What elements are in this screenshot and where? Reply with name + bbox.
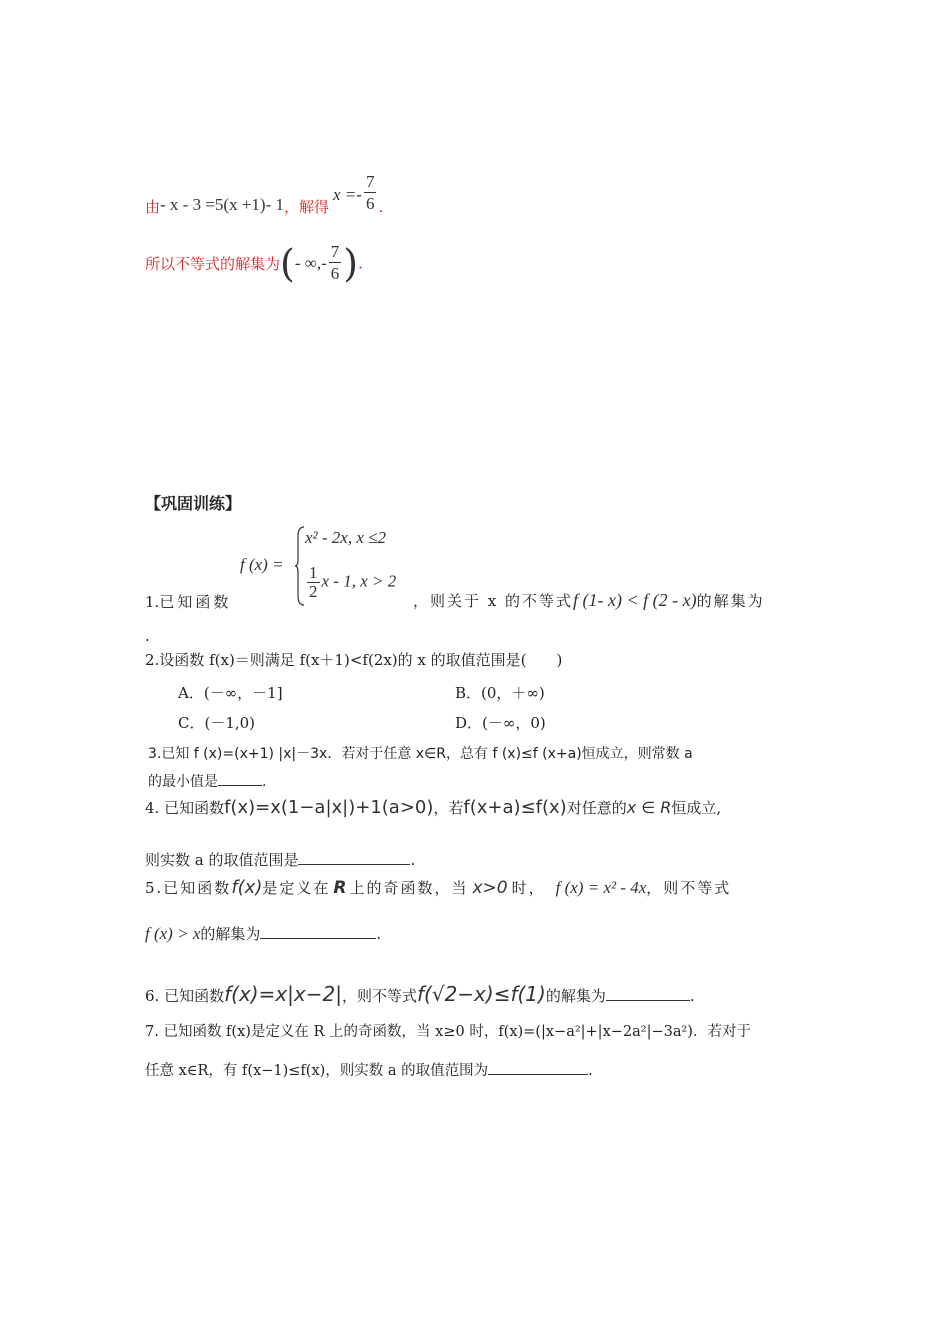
p5-line-1 [145,878,731,898]
fraction-denominator: 6 [365,194,375,213]
solution-mid-text: ，解得 [284,197,330,216]
p5-text-b: 是定义在 [262,879,331,897]
p3-text: 的最小值是 [148,774,218,790]
solution-prefix: 由 [145,197,161,216]
interval-fraction [329,242,342,285]
p7-line-1: 7. 已知函数 f(x)是定义在 R 上的奇函数，当 x≥0 时，f(x)=(|x−a²|+|x−2a²|−3a²)．若对于 [145,1024,751,1040]
p5-solution-text: 的解集为 [200,925,261,943]
solution-end: . [378,197,384,216]
p1-end: . [145,627,150,645]
p5-line-2: f (x) > x的解集为 . [145,924,382,943]
p2-option-d: D．(－∞，0) [455,714,546,732]
p1-line [145,592,231,612]
solution-x-equals: x =- [333,184,362,204]
solution-equation: - x - 3 =5(x +1)- 1 [160,194,284,214]
p2-option-b: B．(0，＋∞) [455,684,545,702]
p6-text-b: ，则不等式 [341,987,417,1005]
p1-inequality: f (1- x) < f (2 - x) [573,590,697,610]
p1-case-1: x² - 2x, x ≤2 [305,528,386,547]
answer-blank [260,924,376,939]
p2-option-a: A．(－∞，－1] [178,684,283,702]
fraction-numerator: 7 [330,242,340,261]
p1-text-c: 的解集为 [696,592,765,610]
p4-text-b: ，若 [433,799,464,817]
p5-text-d: 时， [511,879,546,897]
fraction-numerator: 1 [309,563,318,582]
fraction-denominator: 2 [309,582,318,601]
p5-definition: f (x) = x² - 4x [555,878,647,897]
p6-inequality: f(√2−x)≤f(1) [416,982,546,1006]
left-paren: ( [280,241,295,286]
solution-set-prefix: 所以不等式的解集为 [145,254,281,273]
p2-option-c: C．(－1,0) [178,714,256,732]
p7-line-2: 任意 x∈R，有 f(x−1)≤f(x)，则实数 a 的取值范围为 . [145,1060,593,1081]
p1-number: 1. [145,593,160,611]
solution-line-1 [145,172,383,222]
p5-text-e: ，则不等式 [646,879,732,897]
p6-text-c: 的解集为 [545,987,606,1005]
p4-range-text: 则实数 a 的取值范围是 [145,851,299,869]
section-title: 【巩固训练】 [145,494,242,513]
p5-text-a: 5.已知函数 [145,879,232,897]
p4-condition: f(x+a)≤f(x) [463,797,567,818]
p2-question: 2.设函数 f(x)＝则满足 f(x＋1)<f(2x)的 x 的取值范围是( ) [145,651,563,669]
p4-line-1 [145,798,721,818]
answer-blank [218,771,262,786]
p4-domain: x ∈ R [626,798,672,817]
fraction-numerator: 7 [365,172,375,191]
p5-fx: f(x) [231,877,263,898]
p1-line-cont [413,590,765,611]
answer-blank [488,1060,588,1075]
right-paren: ) [343,241,359,286]
interval-text: - ∞,- [294,253,327,273]
p1-text-b: ，则关于 x 的不等式 [413,592,573,610]
p4-function: f(x)=x(1−a|x|)+1(a>0) [224,797,434,818]
fraction-denominator: 6 [330,264,340,283]
solution-fraction [364,172,377,215]
p3-line-1: 3.已知 f (x)=(x+1) |x|－3x．若对于任意 x∈R，总有 f (x)≤f (x+a)恒成立，则常数 a [148,746,693,762]
p1-half-fraction [307,564,320,601]
p4-line-2: 则实数 a 的取值范围是 . [145,851,416,869]
p1-text-a: 已知函数 [159,593,232,611]
p6-text-a: 6. 已知函数 [145,987,225,1005]
p1-function-label: f (x) = [240,555,284,574]
answer-blank [606,986,690,1001]
p1-case-2-rest: x - 1, x > 2 [321,571,397,591]
p1-case-2 [305,564,396,601]
p5-condition: x>0 [472,878,508,898]
answer-blank [298,850,410,865]
p4-text-d: 恒成立, [671,799,722,817]
p5-real-set: R [333,878,347,898]
left-brace [295,526,305,606]
p6-line: 6. 已知函数f(x)=x|x−2|，则不等式f(√2−x)≤f(1)的解集为 . [145,982,695,1006]
solution-set-end: . [358,254,363,273]
p6-function: f(x)=x|x−2| [224,982,342,1006]
p7-range-text: 任意 x∈R，有 f(x−1)≤f(x)，则实数 a 的取值范围为 [145,1063,489,1079]
p3-line-2: 的最小值是 . [148,771,266,792]
p5-text-c: 上的奇函数，当 [349,879,469,897]
p5-inequality: f (x) > x [145,924,201,943]
p4-text-a: 4. 已知函数 [145,799,225,817]
solution-line-2 [145,242,363,296]
p4-text-c: 对任意的 [566,799,627,817]
